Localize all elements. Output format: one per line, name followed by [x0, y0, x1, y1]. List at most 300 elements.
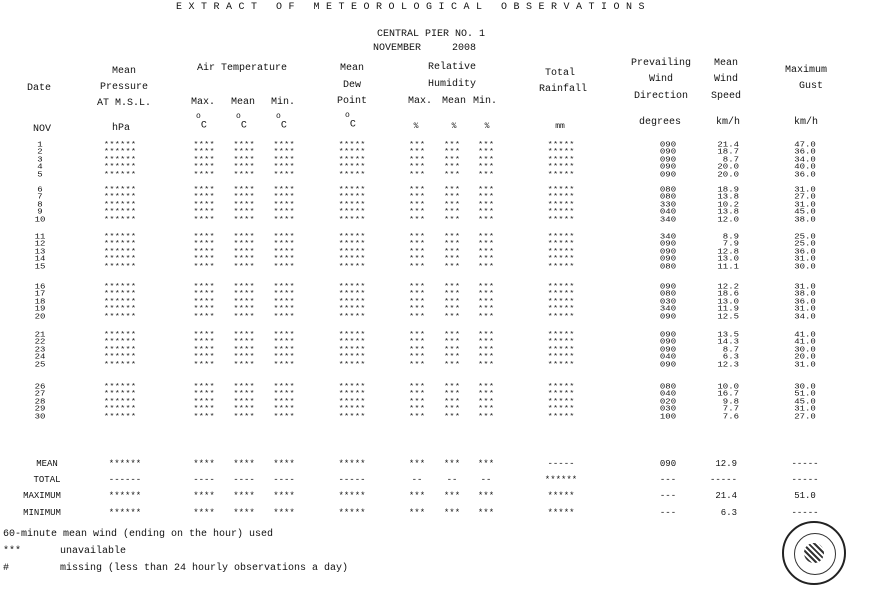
rh-min-value: ***	[477, 155, 495, 165]
header-dir-3: Direction	[633, 91, 689, 102]
temp-mean-value: ****	[233, 412, 255, 421]
header-rh-mean: Mean	[441, 96, 467, 107]
wind-direction-value: 080	[659, 185, 677, 195]
temp-min-value: ****	[273, 404, 295, 414]
header-dir-2: Wind	[648, 74, 674, 85]
gust-value: 31.0	[794, 304, 816, 314]
rh-max-value: ***	[408, 312, 426, 321]
header-speed-3: Speed	[710, 91, 742, 102]
wind-speed-value: 13.8	[717, 193, 739, 202]
rh-mean-value: ***	[443, 200, 461, 210]
rh-mean-value: ***	[443, 330, 461, 340]
day-number: 4	[37, 162, 43, 172]
temp-min-value: ****	[273, 148, 295, 157]
summary-label: TOTAL	[33, 475, 61, 485]
temp-min-value: ****	[273, 312, 295, 321]
rh-mean-value: ***	[443, 412, 461, 421]
pressure-value: ******	[103, 338, 137, 347]
rainfall-value: *****	[547, 232, 575, 242]
summary-tmin: ----	[273, 475, 295, 485]
rh-mean-value: ***	[443, 352, 461, 362]
dew-point-value: *****	[338, 207, 366, 217]
pressure-value: ******	[103, 207, 137, 217]
gust-value: 51.0	[794, 390, 816, 399]
header-rh-max: Max.	[407, 96, 433, 107]
wind-speed-value: 18.9	[717, 185, 739, 195]
rh-min-value: ***	[477, 282, 495, 292]
rh-min-value: ***	[477, 404, 495, 414]
note-unavailable: unavailable	[60, 546, 127, 557]
temp-mean-value: ****	[233, 140, 255, 150]
temp-mean-value: ****	[233, 162, 255, 172]
temp-mean-value: ****	[233, 330, 255, 340]
wind-direction-value: 080	[659, 262, 677, 271]
temp-max-value: ****	[193, 170, 215, 179]
unit-c: C	[280, 120, 287, 132]
day-number: 19	[34, 304, 46, 314]
wind-direction-value: 090	[659, 170, 677, 179]
summary-rhmin: ***	[477, 508, 495, 518]
dew-point-value: *****	[338, 254, 366, 264]
wind-speed-value: 12.2	[717, 282, 739, 292]
wind-speed-value: 12.8	[717, 247, 739, 257]
unit-c: C	[240, 120, 247, 132]
rh-max-value: ***	[408, 193, 426, 202]
rh-min-value: ***	[477, 345, 495, 355]
wind-direction-value: 090	[659, 282, 677, 292]
day-number: 8	[37, 200, 43, 210]
rh-min-value: ***	[477, 148, 495, 157]
rainfall-value: *****	[547, 360, 575, 369]
rainfall-value: *****	[547, 404, 575, 414]
wind-direction-value: 080	[659, 382, 677, 392]
rainfall-value: *****	[547, 282, 575, 292]
seal-emblem	[804, 543, 824, 563]
pressure-value: ******	[103, 200, 137, 210]
summary-dew: -----	[338, 475, 366, 485]
rh-mean-value: ***	[443, 207, 461, 217]
summary-rhmean: ***	[443, 508, 461, 518]
temp-min-value: ****	[273, 193, 295, 202]
rh-min-value: ***	[477, 162, 495, 172]
wind-speed-value: 6.3	[722, 352, 739, 362]
gust-value: 31.0	[794, 185, 816, 195]
observatory-seal	[782, 521, 846, 585]
wind-direction-value: 030	[659, 297, 677, 307]
unit-rh-mean: %	[451, 122, 457, 131]
summary-rain: -----	[547, 459, 575, 469]
summary-pressure: ******	[108, 459, 142, 469]
wind-speed-value: 18.7	[717, 148, 739, 157]
rh-mean-value: ***	[443, 185, 461, 195]
wind-direction-value: 090	[659, 155, 677, 165]
temp-max-value: ****	[193, 297, 215, 307]
wind-direction-value: 080	[659, 290, 677, 299]
gust-value: 47.0	[794, 140, 816, 150]
rh-max-value: ***	[408, 240, 426, 249]
temp-mean-value: ****	[233, 240, 255, 249]
gust-value: 25.0	[794, 232, 816, 242]
rh-max-value: ***	[408, 262, 426, 271]
unit-rh-max: %	[413, 122, 419, 131]
summary-gust: -----	[791, 475, 819, 485]
pressure-value: ******	[103, 148, 137, 157]
note-missing: missing (less than 24 hourly observations a day)	[60, 563, 349, 574]
temp-min-value: ****	[273, 330, 295, 340]
rh-min-value: ***	[477, 360, 495, 369]
rh-mean-value: ***	[443, 304, 461, 314]
summary-tmax: ****	[193, 459, 215, 469]
day-number: 28	[34, 397, 46, 407]
wind-direction-value: 090	[659, 360, 677, 369]
rh-min-value: ***	[477, 193, 495, 202]
rh-mean-value: ***	[443, 215, 461, 224]
summary-speed: 6.3	[720, 508, 737, 518]
day-number: 6	[37, 185, 43, 195]
unit-gust: km/h	[793, 117, 819, 128]
temp-mean-value: ****	[233, 282, 255, 292]
rh-mean-value: ***	[443, 382, 461, 392]
temp-max-value: ****	[193, 162, 215, 172]
summary-dir: ---	[659, 491, 677, 501]
temp-max-value: ****	[193, 360, 215, 369]
wind-speed-value: 13.5	[717, 330, 739, 340]
temp-min-value: ****	[273, 397, 295, 407]
summary-tmax: ----	[193, 475, 215, 485]
pressure-value: ******	[103, 240, 137, 249]
summary-pressure: ******	[108, 491, 142, 501]
temp-mean-value: ****	[233, 304, 255, 314]
rainfall-value: *****	[547, 352, 575, 362]
temp-max-value: ****	[193, 207, 215, 217]
header-temp-min: Min.	[270, 97, 296, 108]
temp-mean-value: ****	[233, 290, 255, 299]
temp-mean-value: ****	[233, 247, 255, 257]
temp-mean-value: ****	[233, 338, 255, 347]
gust-value: 36.0	[794, 170, 816, 179]
wind-direction-value: 030	[659, 404, 677, 414]
pressure-value: ******	[103, 412, 137, 421]
dew-point-value: *****	[338, 155, 366, 165]
wind-direction-value: 090	[659, 247, 677, 257]
temp-min-value: ****	[273, 345, 295, 355]
dew-point-value: *****	[338, 162, 366, 172]
temp-min-value: ****	[273, 207, 295, 217]
temp-max-value: ****	[193, 215, 215, 224]
temp-min-value: ****	[273, 304, 295, 314]
rainfall-value: *****	[547, 304, 575, 314]
rh-mean-value: ***	[443, 240, 461, 249]
header-rh-1: Relative	[427, 62, 477, 73]
day-number: 12	[34, 240, 46, 249]
temp-mean-value: ****	[233, 352, 255, 362]
rh-min-value: ***	[477, 207, 495, 217]
temp-max-value: ****	[193, 390, 215, 399]
temp-min-value: ****	[273, 240, 295, 249]
rh-min-value: ***	[477, 397, 495, 407]
pressure-value: ******	[103, 360, 137, 369]
rh-min-value: ***	[477, 330, 495, 340]
temp-max-value: ****	[193, 155, 215, 165]
day-number: 27	[34, 390, 46, 399]
rainfall-value: *****	[547, 170, 575, 179]
gust-value: 30.0	[794, 345, 816, 355]
temp-min-value: ****	[273, 282, 295, 292]
summary-label: MINIMUM	[23, 508, 61, 518]
unit-pressure: hPa	[111, 123, 131, 134]
pressure-value: ******	[103, 262, 137, 271]
gust-value: 45.0	[794, 397, 816, 407]
temp-mean-value: ****	[233, 262, 255, 271]
pressure-value: ******	[103, 155, 137, 165]
pressure-value: ******	[103, 312, 137, 321]
temp-min-value: ****	[273, 155, 295, 165]
gust-value: 31.0	[794, 360, 816, 369]
temp-min-value: ****	[273, 360, 295, 369]
summary-tmean: ****	[233, 491, 255, 501]
dew-point-value: *****	[338, 352, 366, 362]
wind-direction-value: 080	[659, 193, 677, 202]
day-number: 14	[34, 254, 46, 264]
rh-max-value: ***	[408, 338, 426, 347]
temp-min-value: ****	[273, 200, 295, 210]
day-number: 30	[34, 412, 46, 421]
pressure-value: ******	[103, 290, 137, 299]
temp-mean-value: ****	[233, 170, 255, 179]
rh-max-value: ***	[408, 200, 426, 210]
pressure-value: ******	[103, 247, 137, 257]
unit-temp-min	[276, 112, 287, 132]
pressure-value: ******	[103, 193, 137, 202]
rainfall-value: *****	[547, 345, 575, 355]
summary-rain: ******	[544, 475, 578, 485]
temp-max-value: ****	[193, 185, 215, 195]
unit-c: C	[349, 119, 356, 131]
pressure-value: ******	[103, 254, 137, 264]
header-rh-min: Min.	[472, 96, 498, 107]
rh-min-value: ***	[477, 304, 495, 314]
temp-min-value: ****	[273, 247, 295, 257]
rh-min-value: ***	[477, 185, 495, 195]
temp-min-value: ****	[273, 170, 295, 179]
rh-mean-value: ***	[443, 282, 461, 292]
wind-direction-value: 090	[659, 140, 677, 150]
rh-mean-value: ***	[443, 360, 461, 369]
rh-min-value: ***	[477, 312, 495, 321]
day-number: 24	[34, 352, 46, 362]
day-number: 5	[37, 170, 43, 179]
day-number: 11	[34, 232, 46, 242]
gust-value: 38.0	[794, 290, 816, 299]
temp-max-value: ****	[193, 290, 215, 299]
rh-max-value: ***	[408, 397, 426, 407]
wind-direction-value: 090	[659, 240, 677, 249]
temp-min-value: ****	[273, 262, 295, 271]
pressure-value: ******	[103, 162, 137, 172]
dew-point-value: *****	[338, 390, 366, 399]
temp-mean-value: ****	[233, 404, 255, 414]
dew-point-value: *****	[338, 200, 366, 210]
unit-dir: degrees	[638, 117, 682, 128]
day-number: 22	[34, 338, 46, 347]
gust-value: 27.0	[794, 412, 816, 421]
temp-mean-value: ****	[233, 232, 255, 242]
rh-min-value: ***	[477, 352, 495, 362]
wind-speed-value: 20.0	[717, 162, 739, 172]
summary-rain: *****	[547, 491, 575, 501]
rainfall-value: *****	[547, 397, 575, 407]
wind-direction-value: 090	[659, 312, 677, 321]
wind-direction-value: 040	[659, 352, 677, 362]
rh-max-value: ***	[408, 404, 426, 414]
temp-max-value: ****	[193, 193, 215, 202]
document-title: EXTRACT OF METEOROLOGICAL OBSERVATIONS	[176, 2, 652, 13]
rainfall-value: *****	[547, 382, 575, 392]
wind-speed-value: 20.0	[717, 170, 739, 179]
header-speed-2: Wind	[713, 74, 739, 85]
header-pressure-2: Pressure	[99, 82, 149, 93]
day-number: 2	[37, 148, 43, 157]
rainfall-value: *****	[547, 338, 575, 347]
rh-mean-value: ***	[443, 155, 461, 165]
summary-tmean: ****	[233, 459, 255, 469]
day-number: 16	[34, 282, 46, 292]
wind-speed-value: 13.0	[717, 254, 739, 264]
rh-mean-value: ***	[443, 193, 461, 202]
temp-min-value: ****	[273, 290, 295, 299]
wind-direction-value: 090	[659, 148, 677, 157]
unit-temp-max	[196, 112, 207, 132]
rh-max-value: ***	[408, 170, 426, 179]
summary-tmax: ****	[193, 491, 215, 501]
header-pressure-3: AT M.S.L.	[96, 98, 152, 109]
gust-value: 41.0	[794, 330, 816, 340]
note-wind: 60-minute mean wind (ending on the hour) used	[3, 529, 274, 540]
wind-speed-value: 13.0	[717, 297, 739, 307]
day-number: 15	[34, 262, 46, 271]
rainfall-value: *****	[547, 312, 575, 321]
rh-max-value: ***	[408, 282, 426, 292]
temp-mean-value: ****	[233, 397, 255, 407]
pressure-value: ******	[103, 390, 137, 399]
temp-max-value: ****	[193, 338, 215, 347]
dew-point-value: *****	[338, 240, 366, 249]
pressure-value: ******	[103, 345, 137, 355]
wind-direction-value: 090	[659, 330, 677, 340]
rainfall-value: *****	[547, 240, 575, 249]
pressure-value: ******	[103, 215, 137, 224]
rh-max-value: ***	[408, 297, 426, 307]
dew-point-value: *****	[338, 360, 366, 369]
wind-direction-value: 330	[659, 200, 677, 210]
temp-min-value: ****	[273, 352, 295, 362]
gust-value: 34.0	[794, 312, 816, 321]
temp-mean-value: ****	[233, 297, 255, 307]
temp-max-value: ****	[193, 312, 215, 321]
day-number: 17	[34, 290, 46, 299]
rainfall-value: *****	[547, 155, 575, 165]
dew-point-value: *****	[338, 297, 366, 307]
wind-speed-value: 12.3	[717, 360, 739, 369]
summary-tmax: ****	[193, 508, 215, 518]
rh-max-value: ***	[408, 345, 426, 355]
temp-max-value: ****	[193, 345, 215, 355]
rh-min-value: ***	[477, 247, 495, 257]
temp-mean-value: ****	[233, 345, 255, 355]
rainfall-value: *****	[547, 290, 575, 299]
rainfall-value: *****	[547, 262, 575, 271]
summary-rhmin: ***	[477, 491, 495, 501]
gust-value: 25.0	[794, 240, 816, 249]
summary-label: MEAN	[36, 459, 58, 469]
summary-dew: *****	[338, 459, 366, 469]
wind-speed-value: 7.7	[722, 404, 739, 414]
header-temp-max: Max.	[190, 97, 216, 108]
summary-gust: -----	[791, 508, 819, 518]
gust-value: 31.0	[794, 200, 816, 210]
rainfall-value: *****	[547, 297, 575, 307]
temp-mean-value: ****	[233, 200, 255, 210]
header-dir-1: Prevailing	[630, 58, 692, 69]
pressure-value: ******	[103, 140, 137, 150]
rainfall-value: *****	[547, 247, 575, 257]
summary-dir: 090	[659, 459, 677, 469]
dew-point-value: *****	[338, 140, 366, 150]
summary-dew: *****	[338, 491, 366, 501]
wind-direction-value: 100	[659, 412, 677, 421]
wind-direction-value: 090	[659, 345, 677, 355]
pressure-value: ******	[103, 304, 137, 314]
rh-mean-value: ***	[443, 345, 461, 355]
rh-max-value: ***	[408, 232, 426, 242]
rh-max-value: ***	[408, 290, 426, 299]
header-date: Date	[26, 83, 52, 94]
rh-min-value: ***	[477, 254, 495, 264]
degree-sign: o	[276, 112, 281, 121]
day-number: 7	[37, 193, 43, 202]
rh-max-value: ***	[408, 382, 426, 392]
header-dew-1: Mean	[339, 63, 365, 74]
wind-speed-value: 18.6	[717, 290, 739, 299]
header-gust-2: Gust	[798, 81, 824, 92]
gust-value: 41.0	[794, 338, 816, 347]
summary-speed: 21.4	[715, 491, 737, 501]
rh-mean-value: ***	[443, 297, 461, 307]
day-number: 25	[34, 360, 46, 369]
temp-mean-value: ****	[233, 185, 255, 195]
summary-rain: *****	[547, 508, 575, 518]
temp-max-value: ****	[193, 148, 215, 157]
rh-min-value: ***	[477, 390, 495, 399]
dew-point-value: *****	[338, 148, 366, 157]
summary-pressure: ******	[108, 508, 142, 518]
temp-mean-value: ****	[233, 382, 255, 392]
temp-max-value: ****	[193, 254, 215, 264]
dew-point-value: *****	[338, 312, 366, 321]
wind-speed-value: 10.0	[717, 382, 739, 392]
gust-value: 36.0	[794, 247, 816, 257]
header-air-temp: Air Temperature	[196, 63, 288, 74]
rh-max-value: ***	[408, 352, 426, 362]
header-rain-1: Total	[544, 68, 576, 79]
temp-max-value: ****	[193, 404, 215, 414]
station-name: CENTRAL PIER NO. 1	[376, 29, 486, 40]
rainfall-value: *****	[547, 148, 575, 157]
dew-point-value: *****	[338, 282, 366, 292]
summary-rhmean: ***	[443, 491, 461, 501]
wind-direction-value: 020	[659, 397, 677, 407]
summary-label: MAXIMUM	[23, 491, 61, 501]
